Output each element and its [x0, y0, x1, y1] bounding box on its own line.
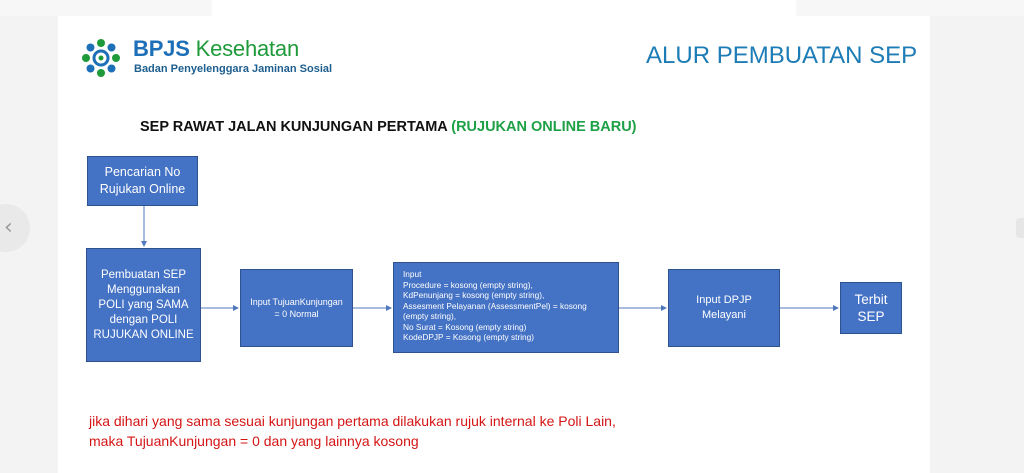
note-line: maka TujuanKunjungan = 0 dan yang lainnya kosong: [89, 433, 419, 449]
flow-box-line: No Surat = Kosong (empty string): [403, 321, 527, 332]
flow-box-line: SEP: [857, 309, 885, 324]
flow-box-line: Input TujuanKunjungan: [250, 297, 343, 307]
flow-box-line: RUJUKAN ONLINE: [93, 328, 194, 341]
flow-box-line: Input DPJP: [696, 294, 752, 306]
flow-box-terbit-sep: [840, 282, 902, 334]
flow-box-line: Assesment Pelayanan (AssessmentPel) = kosong: [403, 300, 587, 311]
logo-subtitle: Badan Penyelenggara Jaminan Sosial: [134, 63, 333, 75]
flow-box-line: Melayani: [701, 309, 746, 321]
logo-name-part1: BPJS: [133, 36, 190, 61]
flow-box-pencarian-rujukan: [87, 156, 198, 206]
flow-box-input-dpjp: [668, 269, 780, 347]
chevron-left-icon: ‹: [4, 215, 13, 240]
flow-box-line: KdPenunjang = kosong (empty string),: [403, 290, 545, 300]
flow-box-line: Pencarian No: [104, 165, 181, 179]
flow-box-pembuatan-sep: [86, 248, 201, 362]
note-text: [89, 411, 616, 451]
slide-heading: ALUR PEMBUATAN SEP: [646, 42, 918, 69]
flow-box-line: (empty string),: [403, 311, 457, 321]
subtitle-main: SEP RAWAT JALAN KUNJUNGAN PERTAMA: [140, 119, 452, 135]
note-line: jika dihari yang sama sesuai kunjungan pertama dilakukan rujuk internal ke Poli Lain,: [89, 413, 616, 429]
flow-box-line: Input: [403, 269, 422, 279]
flow-box-line: = 0 Normal: [274, 309, 319, 319]
flow-box-line: KodeDPJP = Kosong (empty string): [403, 332, 535, 342]
subtitle-highlight: (RUJUKAN ONLINE BARU): [451, 119, 637, 135]
flow-box-input-fields: [393, 262, 619, 353]
logo-name-part2: Kesehatan: [195, 36, 299, 61]
flow-box-line: POLI yang SAMA: [98, 298, 189, 311]
flow-box-line: dengan POLI: [109, 313, 178, 326]
flow-box-line: Terbit: [854, 292, 888, 307]
flow-box-line: Rujukan Online: [99, 182, 186, 196]
flow-box-input-tujuan-kunjungan: [240, 269, 353, 347]
flow-box-line: Pembuatan SEP: [100, 268, 186, 281]
flow-box-line: Menggunakan: [107, 283, 180, 296]
flow-box-line: Procedure = kosong (empty string),: [403, 279, 533, 290]
